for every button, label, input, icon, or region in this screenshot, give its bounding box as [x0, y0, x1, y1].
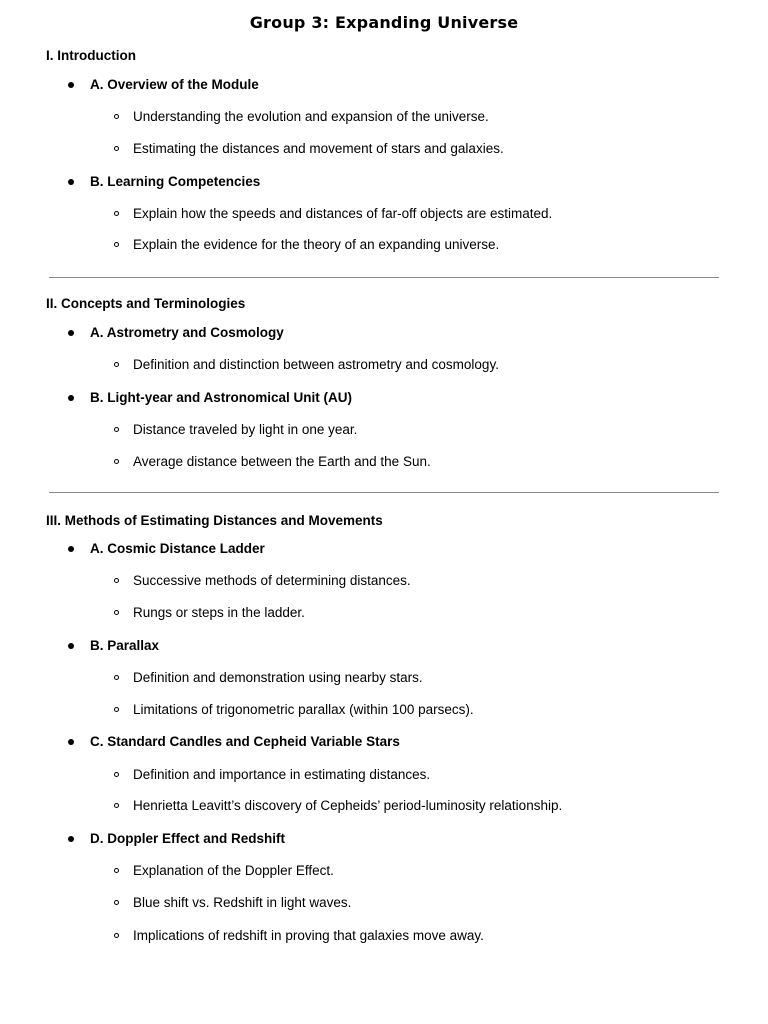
- list-subitem: [114, 573, 411, 588]
- section-divider: [49, 277, 719, 278]
- subitem-text: Explanation of the Doppler Effect.: [133, 863, 334, 878]
- hollow-bullet-icon: [114, 900, 119, 905]
- list-subitem: [114, 670, 423, 685]
- list-subitem: [114, 798, 562, 813]
- section-divider: [49, 492, 719, 493]
- list-subitem: [114, 357, 499, 372]
- hollow-bullet-icon: [114, 578, 119, 583]
- subitem-text: Implications of redshift in proving that galaxies move away.: [133, 928, 484, 943]
- hollow-bullet-icon: [114, 610, 119, 615]
- list-item: [68, 831, 285, 846]
- bullet-icon: [68, 836, 74, 842]
- item-label: B. Light-year and Astronomical Unit (AU): [90, 390, 353, 405]
- subitem-text: Understanding the evolution and expansion of the universe.: [133, 109, 489, 124]
- bullet-icon: [68, 739, 74, 745]
- subitem-text: Henrietta Leavitt’s discovery of Cepheids’ period-luminosity relationship.: [133, 798, 563, 813]
- hollow-bullet-icon: [114, 707, 119, 712]
- hollow-bullet-icon: [114, 242, 119, 247]
- bullet-icon: [68, 546, 74, 552]
- hollow-bullet-icon: [114, 933, 119, 938]
- bullet-icon: [68, 643, 74, 649]
- list-subitem: [114, 605, 305, 620]
- subitem-text: Definition and distinction between astrometry and cosmology.: [133, 357, 499, 372]
- hollow-bullet-icon: [114, 211, 119, 216]
- hollow-bullet-icon: [114, 675, 119, 680]
- list-item: [68, 174, 260, 189]
- hollow-bullet-icon: [114, 459, 119, 464]
- document-title: Group 3: Expanding Universe: [249, 13, 519, 32]
- list-item: [68, 77, 259, 92]
- list-item: [68, 541, 265, 556]
- section-heading-introduction: I. Introduction: [46, 48, 136, 63]
- item-label: D. Doppler Effect and Redshift: [90, 831, 286, 846]
- hollow-bullet-icon: [114, 868, 119, 873]
- list-subitem: [114, 895, 351, 910]
- bullet-icon: [68, 179, 74, 185]
- subitem-text: Distance traveled by light in one year.: [133, 422, 358, 437]
- hollow-bullet-icon: [114, 427, 119, 432]
- list-subitem: [114, 422, 357, 437]
- list-subitem: [114, 237, 499, 252]
- list-subitem: [114, 863, 334, 878]
- hollow-bullet-icon: [114, 114, 119, 119]
- list-item: [68, 638, 159, 653]
- subitem-text: Explain the evidence for the theory of an expanding universe.: [133, 237, 500, 252]
- subitem-text: Definition and importance in estimating distances.: [133, 767, 431, 782]
- subitem-text: Average distance between the Earth and the Sun.: [133, 454, 431, 469]
- item-label: C. Standard Candles and Cepheid Variable Stars: [90, 734, 400, 749]
- subitem-text: Definition and demonstration using nearby stars.: [133, 670, 423, 685]
- list-subitem: [114, 767, 430, 782]
- bullet-icon: [68, 330, 74, 336]
- list-subitem: [114, 702, 474, 717]
- list-item: [68, 734, 400, 749]
- hollow-bullet-icon: [114, 772, 119, 777]
- list-item: [68, 390, 352, 405]
- list-subitem: [114, 109, 489, 124]
- item-label: A. Cosmic Distance Ladder: [90, 541, 265, 556]
- list-subitem: [114, 206, 552, 221]
- subitem-text: Blue shift vs. Redshift in light waves.: [133, 895, 352, 910]
- section-heading-concepts: II. Concepts and Terminologies: [46, 296, 246, 311]
- subitem-text: Explain how the speeds and distances of far-off objects are estimated.: [133, 206, 553, 221]
- list-subitem: [114, 454, 431, 469]
- list-subitem: [114, 141, 504, 156]
- hollow-bullet-icon: [114, 362, 119, 367]
- bullet-icon: [68, 395, 74, 401]
- subitem-text: Successive methods of determining distances.: [133, 573, 411, 588]
- item-label: B. Parallax: [90, 638, 160, 653]
- section-heading-methods: III. Methods of Estimating Distances and Movements: [46, 513, 383, 528]
- subitem-text: Estimating the distances and movement of stars and galaxies.: [133, 141, 504, 156]
- hollow-bullet-icon: [114, 146, 119, 151]
- item-label: B. Learning Competencies: [90, 174, 261, 189]
- subitem-text: Rungs or steps in the ladder.: [133, 605, 305, 620]
- hollow-bullet-icon: [114, 803, 119, 808]
- item-label: A. Astrometry and Cosmology: [90, 325, 284, 340]
- list-subitem: [114, 928, 484, 943]
- subitem-text: Limitations of trigonometric parallax (within 100 parsecs).: [133, 702, 474, 717]
- list-item: [68, 325, 284, 340]
- item-label: A. Overview of the Module: [90, 77, 259, 92]
- bullet-icon: [68, 82, 74, 88]
